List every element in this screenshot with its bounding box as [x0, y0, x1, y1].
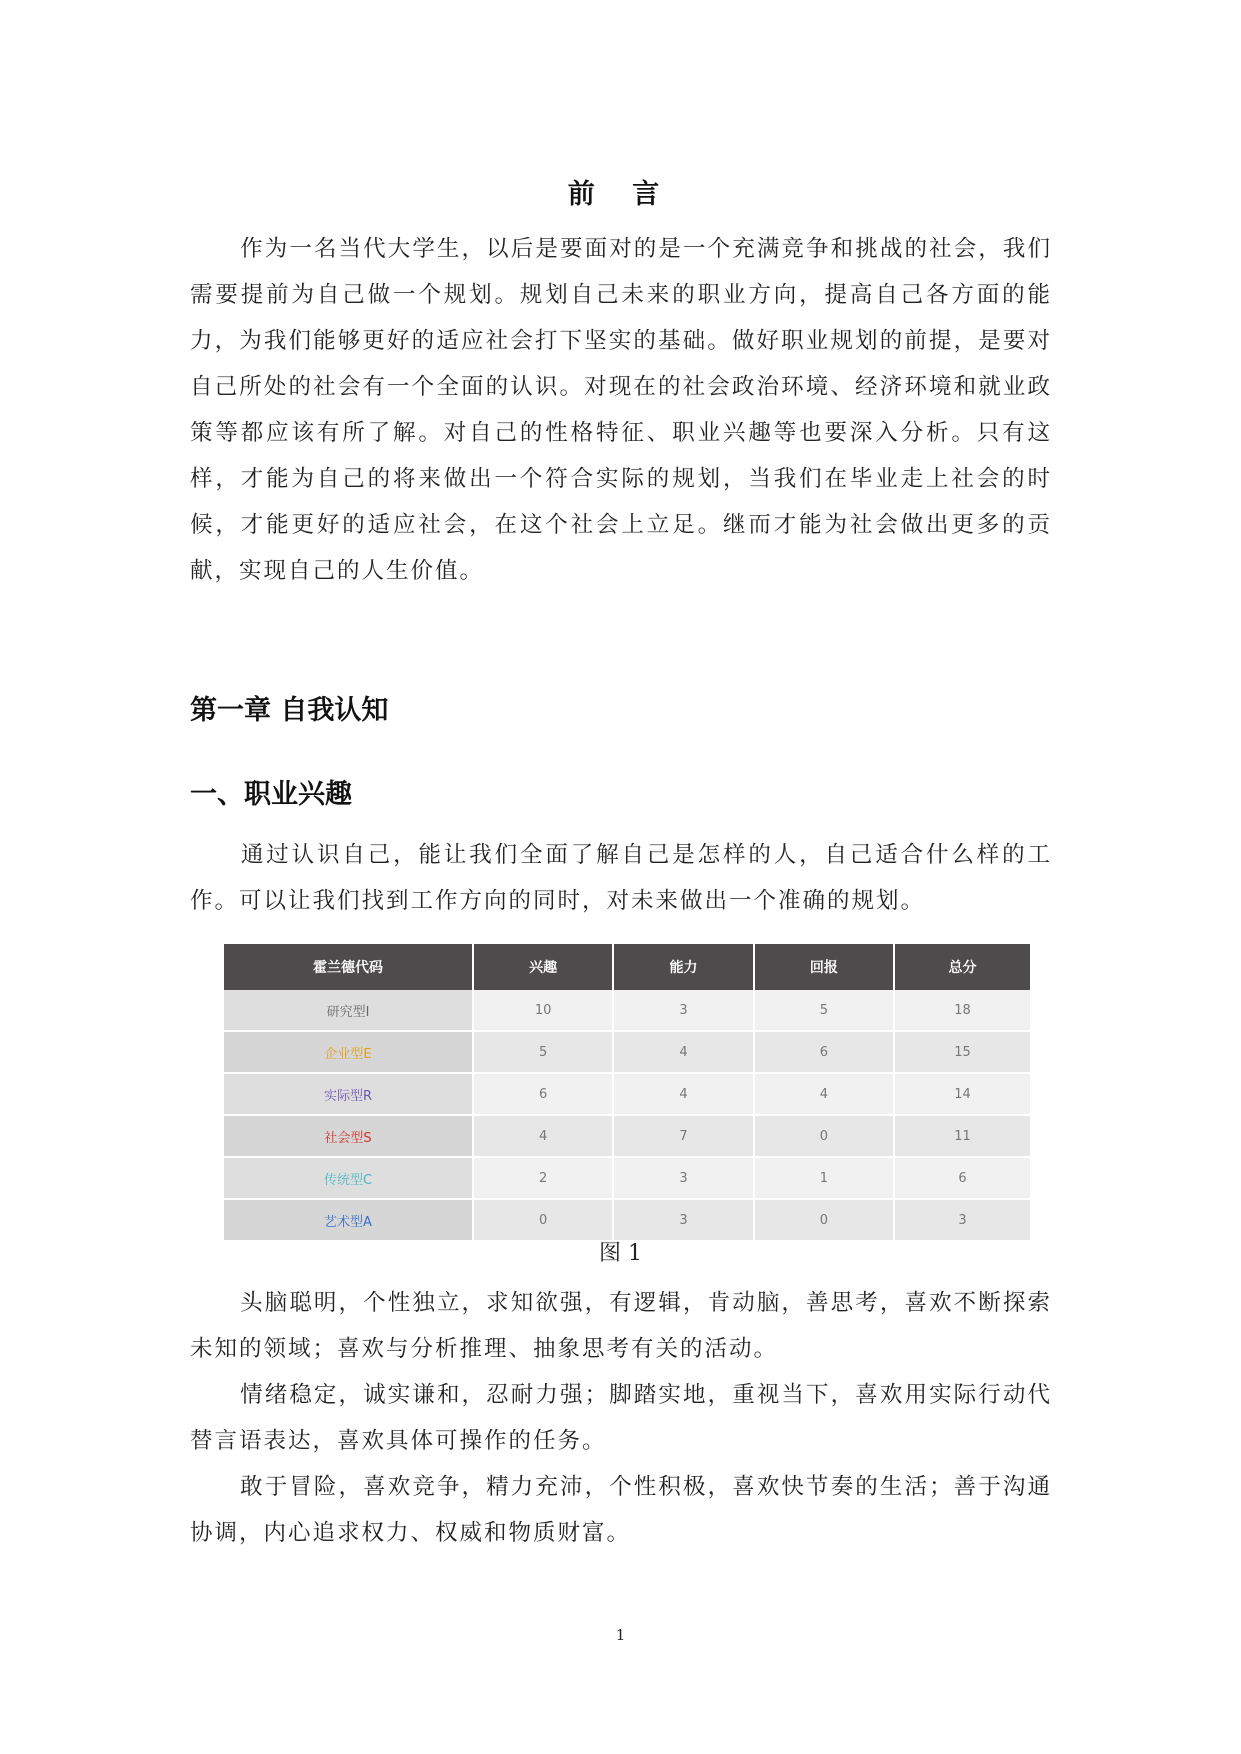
- header-reward: 回报: [754, 944, 894, 990]
- total-cell: 11: [894, 1115, 1030, 1157]
- ability-cell: 4: [613, 1073, 753, 1115]
- row-code-cell: 艺术型A: [224, 1199, 473, 1241]
- body-paragraph-2: [190, 1372, 1052, 1464]
- section-title: 一、职业兴趣: [190, 779, 352, 810]
- ability-cell: 4: [613, 1031, 753, 1073]
- preface-paragraph: [190, 226, 1052, 594]
- section-intro-text: 通过认识自己，能让我们全面了解自己是怎样的人，自己适合什么样的工作。可以让我们找到工作方向的同时，对未来做出一个准确的规划。: [190, 842, 1052, 914]
- interest-cell: 5: [473, 1031, 613, 1073]
- header-ability: 能力: [613, 944, 753, 990]
- reward-cell: 1: [754, 1157, 894, 1199]
- header-interest: 兴趣: [473, 944, 613, 990]
- reward-cell: 5: [754, 990, 894, 1031]
- total-cell: 15: [894, 1031, 1030, 1073]
- reward-cell: 4: [754, 1073, 894, 1115]
- table-row: [224, 1073, 1030, 1115]
- body-paragraph-1: [190, 1280, 1052, 1372]
- interest-cell: 6: [473, 1073, 613, 1115]
- section-intro-paragraph: [190, 832, 1052, 924]
- interest-cell: 10: [473, 990, 613, 1031]
- total-cell: 6: [894, 1157, 1030, 1199]
- header-total: 总分: [894, 944, 1030, 990]
- reward-cell: 6: [754, 1031, 894, 1073]
- header-code: 霍兰德代码: [224, 944, 473, 990]
- interest-cell: 2: [473, 1157, 613, 1199]
- figure-caption: 图 1: [599, 1241, 642, 1266]
- ability-cell: 3: [613, 1199, 753, 1241]
- row-code-cell: 企业型E: [224, 1031, 473, 1073]
- table-row: [224, 1157, 1030, 1199]
- holland-code-table: [224, 944, 1030, 1242]
- paragraph-text: 情绪稳定，诚实谦和，忍耐力强；脚踏实地，重视当下，喜欢用实际行动代替言语表达，喜欢具体可操作的任务。: [190, 1382, 1052, 1454]
- reward-cell: 0: [754, 1199, 894, 1241]
- reward-cell: 0: [754, 1115, 894, 1157]
- total-cell: 18: [894, 990, 1030, 1031]
- page-number: 1: [615, 1626, 626, 1644]
- interest-cell: 0: [473, 1199, 613, 1241]
- table-header-row: [224, 944, 1030, 990]
- page-title: 前 言: [567, 179, 674, 210]
- table-row: [224, 1031, 1030, 1073]
- total-cell: 14: [894, 1073, 1030, 1115]
- table-row: [224, 1115, 1030, 1157]
- paragraph-text: 敢于冒险，喜欢竞争，精力充沛，个性积极，喜欢快节奏的生活；善于沟通协调，内心追求权力、权威和物质财富。: [190, 1474, 1052, 1546]
- paragraph-text: 头脑聪明，个性独立，求知欲强，有逻辑，肯动脑，善思考，喜欢不断探索未知的领域；喜欢与分析推理、抽象思考有关的活动。: [190, 1290, 1052, 1362]
- preface-text: 作为一名当代大学生，以后是要面对的是一个充满竞争和挑战的社会，我们需要提前为自己做一个规划。规划自己未来的职业方向，提高自己各方面的能力，为我们能够更好的适应社会打下坚实的基础。做好职业规划的前提，是要对自己所处的社会有一个全面的认识。对现在的社会政治环境、经济环境和就业政策等都应该有所了解。对自己的性格特征、职业兴趣等也要深入分析。只有这样，才能为自己的将来做出一个符合实际的规划，当我们在毕业走上社会的时候，才能更好的适应社会，在这个社会上立足。继而才能为社会做出更多的贡献，实现自己的人生价值。: [190, 236, 1052, 584]
- row-code-cell: 传统型C: [224, 1157, 473, 1199]
- chapter-title: 第一章 自我认知: [190, 695, 389, 726]
- table-row: [224, 1199, 1030, 1241]
- interest-cell: 4: [473, 1115, 613, 1157]
- ability-cell: 3: [613, 990, 753, 1031]
- ability-cell: 7: [613, 1115, 753, 1157]
- ability-cell: 3: [613, 1157, 753, 1199]
- total-cell: 3: [894, 1199, 1030, 1241]
- row-code-cell: 社会型S: [224, 1115, 473, 1157]
- body-paragraph-3: [190, 1464, 1052, 1556]
- table-row: [224, 990, 1030, 1031]
- row-code-cell: 研究型I: [224, 990, 473, 1031]
- row-code-cell: 实际型R: [224, 1073, 473, 1115]
